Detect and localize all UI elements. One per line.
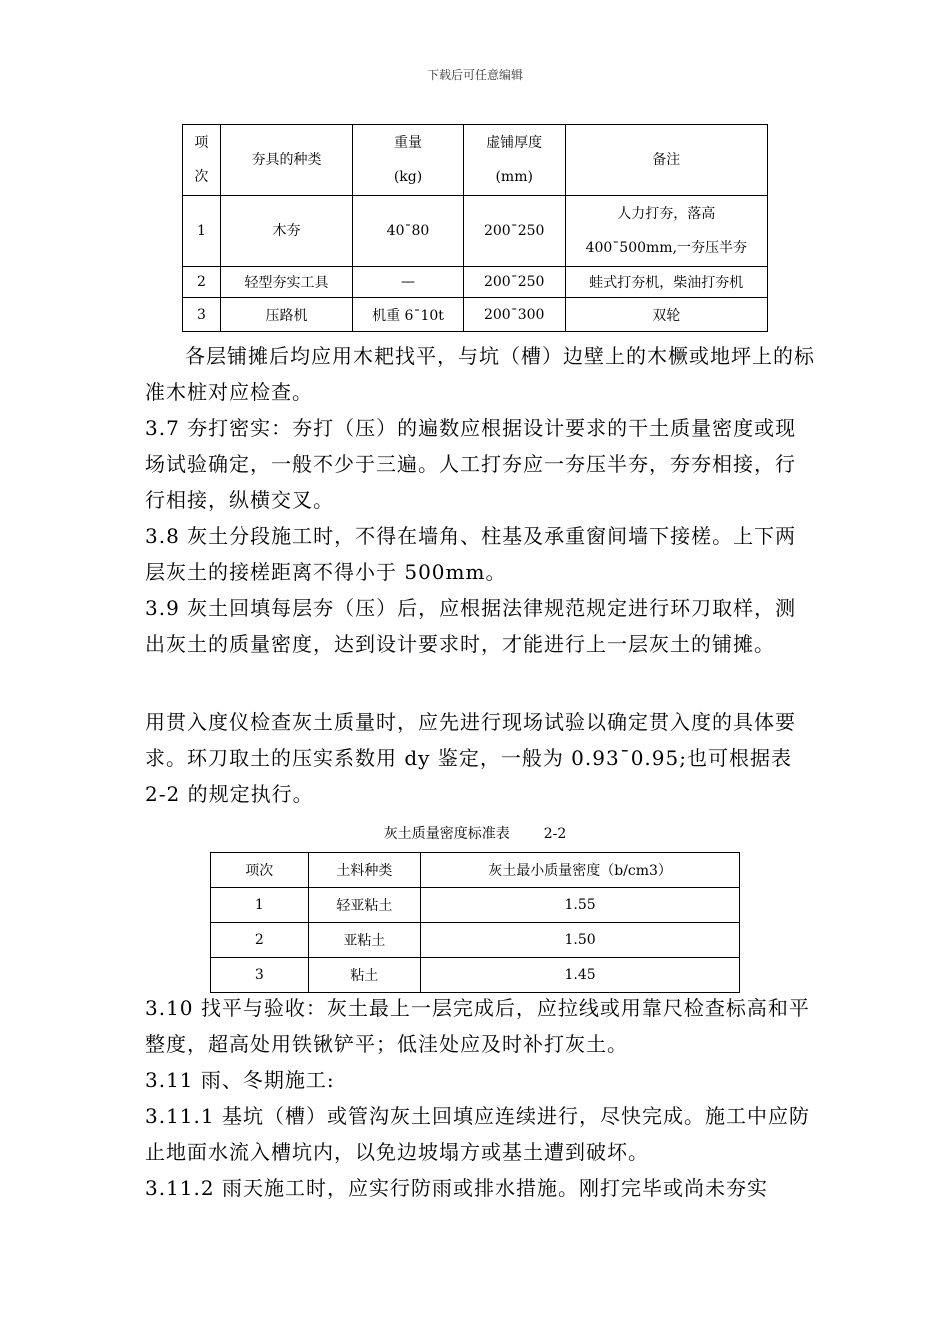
table-header-row: [211, 853, 740, 888]
header-cell-soil-type: 土料种类: [308, 853, 421, 888]
table-cell: 机重 6¯10t: [353, 298, 464, 332]
table-cell: 双轮: [565, 298, 767, 332]
table-cell: 木夯: [220, 196, 352, 267]
table-cell: 亚粘土: [308, 923, 421, 958]
header-note: 下载后可任意编辑: [426, 68, 523, 82]
table-cell: 粘土: [308, 958, 421, 993]
paragraph-3-11-1: 3.11.1 基坑（槽）或管沟灰土回填应连续进行，尽快完成。施工中应防止地面水流入槽坑内，以免边坡塌方或基土遭到破坏。: [145, 1104, 810, 1164]
paragraph-penetration-test: 用贯入度仪检查灰土质量时，应先进行现场试验以确定贯入度的具体要求。环刀取土的压实系数用 dy 鉴定，一般为 0.93¯0.95;也可根据表 2-2 的规定执行。: [145, 710, 796, 806]
table2-number: 2-2: [543, 826, 567, 842]
table2-caption: [210, 823, 740, 843]
header-cell-item-no: 项次: [211, 853, 309, 888]
table-cell: 200¯250: [463, 196, 565, 267]
table-row: [183, 196, 768, 267]
paragraph-3-11-2: 3.11.2 雨天施工时，应实行防雨或排水措施。刚打完毕或尚未夯实: [145, 1176, 768, 1200]
table-row: [183, 298, 768, 332]
table-cell: 1.45: [421, 958, 740, 993]
table-row: [211, 923, 740, 958]
table-cell: 40¯80: [353, 196, 464, 267]
table-cell: 轻亚粘土: [308, 888, 421, 923]
paragraph-3-7: 3.7 夯打密实：夯打（压）的遍数应根据设计要求的干土质量密度或现场试验确定，一般不少于三遍。人工打夯应一夯压半夯，夯夯相接，行行相接，纵横交叉。: [145, 416, 797, 512]
paragraph-3-11: 3.11 雨、冬期施工:: [145, 1068, 335, 1092]
paragraph-leveling: 各层铺摊后均应用木耙找平，与坑（槽）边壁上的木橛或地坪上的标准木桩对应检查。: [145, 344, 815, 404]
table-cell: 3: [211, 958, 309, 993]
tamping-tools-table: [182, 124, 768, 332]
header-cell-tool-type: 夯具的种类: [220, 125, 352, 196]
header-cell-remarks: 备注: [565, 125, 767, 196]
table-row: [183, 267, 768, 298]
table-cell: —: [353, 267, 464, 298]
table-cell: 蛙式打夯机，柴油打夯机: [565, 267, 767, 298]
table-header-row: [183, 125, 768, 196]
table-cell: 200¯300: [463, 298, 565, 332]
table-row: [211, 888, 740, 923]
table-cell: 1: [211, 888, 309, 923]
table-cell: 2: [211, 923, 309, 958]
header-cell-thickness: 虚铺厚度 (mm): [463, 125, 565, 196]
paragraph-3-8: 3.8 灰土分段施工时，不得在墙角、柱基及承重窗间墙下接槎。上下两层灰土的接槎距离不得小于 500mm。: [145, 524, 797, 584]
header-cell-item-no: 项 次: [183, 125, 221, 196]
table-cell: 1.55: [421, 888, 740, 923]
table-cell: 压路机: [220, 298, 352, 332]
header-cell-weight: 重量 (kg): [353, 125, 464, 196]
table-cell: 人力打夯，落高 400¯500mm,一夯压半夯: [565, 196, 767, 267]
paragraph-3-9: 3.9 灰土回填每层夯（压）后，应根据法律规范规定进行环刀取样，测出灰土的质量密度，达到设计要求时，才能进行上一层灰土的铺摊。: [145, 596, 797, 656]
header-cell-min-density: 灰土最小质量密度（b/cm3）: [421, 853, 740, 888]
table-cell: 2: [183, 267, 221, 298]
table-cell: 1: [183, 196, 221, 267]
table-cell: 1.50: [421, 923, 740, 958]
paragraph-3-10: 3.10 找平与验收：灰土最上一层完成后，应拉线或用靠尺检查标高和平整度，超高处用铁锹铲平；低洼处应及时补打灰土。: [145, 996, 810, 1056]
table2-title: 灰土质量密度标准表: [383, 826, 510, 842]
table-row: [211, 958, 740, 993]
table-cell: 200¯250: [463, 267, 565, 298]
table-cell: 3: [183, 298, 221, 332]
table-cell: 轻型夯实工具: [220, 267, 352, 298]
density-standard-table: [210, 852, 740, 993]
